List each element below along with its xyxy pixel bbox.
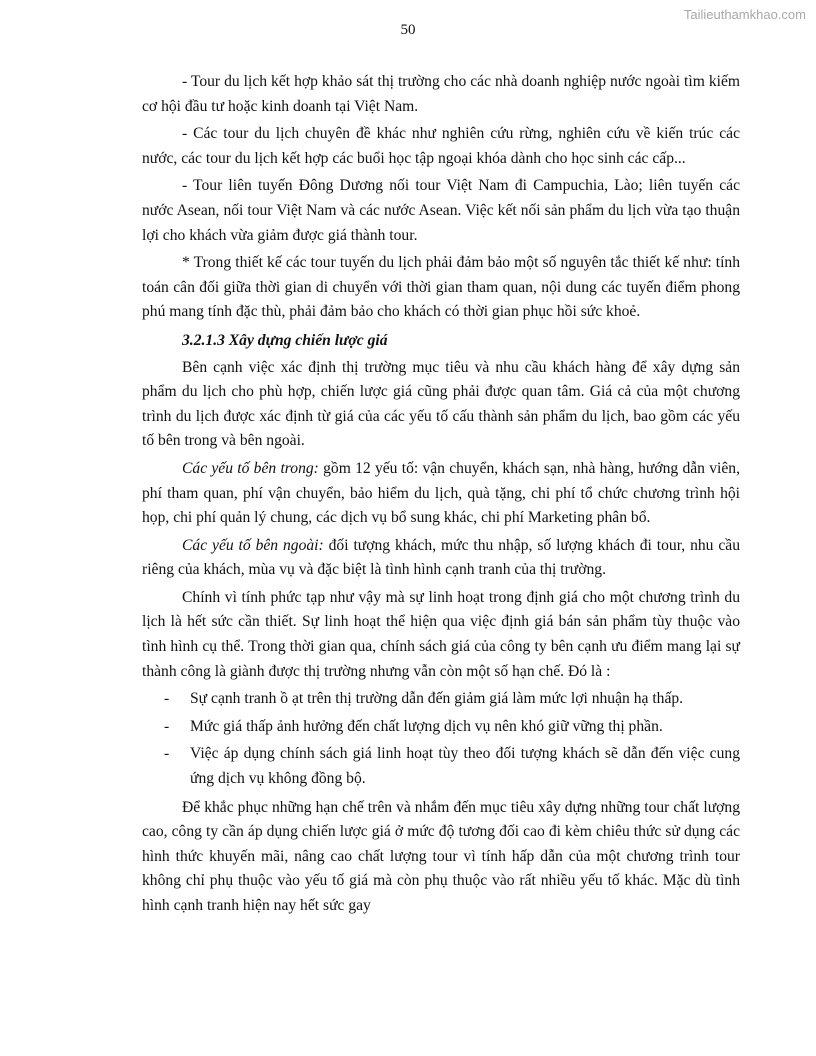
list-item (142, 742, 740, 791)
document-body (142, 70, 740, 922)
list-item-text: Mức giá thấp ảnh hưởng đến chất lượng dịch vụ nên khó giữ vững thị phần. (190, 717, 663, 735)
list-item (142, 715, 740, 740)
list-item-text: Việc áp dụng chính sách giá linh hoạt tùy theo đối tượng khách sẽ dẫn đến việc cung ứng dịch vụ không đồng bộ. (190, 745, 740, 788)
bullet-dash: - (164, 745, 170, 763)
paragraph-external-factors (142, 534, 740, 583)
page-number: 50 (400, 22, 416, 38)
bullet-dash: - (164, 690, 170, 708)
list-item-text: Sự cạnh tranh ồ ạt trên thị trường dẫn đến giảm giá làm mức lợi nhuận hạ thấp. (190, 690, 684, 708)
paragraph-solution: Để khắc phục những hạn chế trên và nhắm đến mục tiêu xây dựng những tour chất lượng cao, công ty cần áp dụng chiến lược giá ở mức độ tương đối cao đi kèm chiêu thức sử dụng các hình thức khuyến mãi, nâng cao chất lượng tour vì tính hấp dẫn của một chương trình tour không chỉ phụ thuộc vào yếu tố giá mà còn phụ thuộc vào rất nhiều yếu tố khác. Mặc dù tình hình cạnh tranh hiện nay hết sức gay (142, 798, 740, 914)
bullet-dash: - (164, 717, 170, 735)
paragraph-market-survey-tour: - Tour du lịch kết hợp khảo sát thị trường cho các nhà doanh nghiệp nước ngoài tìm kiếm cơ hội đầu tư hoặc kinh doanh tại Việt Nam. (142, 73, 740, 115)
paragraph-pricing-flexibility: Chính vì tính phức tạp như vậy mà sự linh hoạt trong định giá cho một chương trình du lịch là hết sức cần thiết. Sự linh hoạt thể hiện qua việc định giá bán sản phẩm tùy thuộc vào tình hình cụ thể. Trong thời gian qua, chính sách giá của công ty bên cạnh ưu điểm mang lại sự thành công là giành được thị trường nhưng vẫn còn một số hạn chế. Đó là : (142, 588, 740, 680)
paragraph-design-principles: * Trong thiết kế các tour tuyến du lịch phải đảm bảo một số nguyên tắc thiết kế như: tính toán cân đối giữa thời gian di chuyển với thời gian tham quan, nội dung các tuyến điểm phong phú mang tính đặc thù, phải đảm bảo cho khách có thời gian phục hồi sức khoẻ. (142, 254, 740, 321)
internal-factors-lead: Các yếu tố bên trong: (182, 459, 319, 477)
watermark: Tailieuthamkhao.com (683, 7, 806, 22)
paragraph-pricing-intro: Bên cạnh việc xác định thị trường mục tiêu và nhu cầu khách hàng để xây dựng sản phẩm du lịch cho phù hợp, chiến lược giá cũng phải được quan tâm. Giá cả của một chương trình du lịch được xác định từ giá của các yếu tố cấu thành sản phẩm du lịch, bao gồm các yếu tố bên trong và bên ngoài. (142, 358, 740, 450)
paragraph-internal-factors (142, 457, 740, 531)
section-heading: 3.2.1.3 Xây dựng chiến lược giá (182, 331, 388, 349)
external-factors-text: đối tượng khách, mức thu nhập, số lượng khách đi tour, nhu cầu riêng của khách, mùa vụ và đặc biệt là tình hình cạnh tranh của thị trường. (142, 536, 740, 579)
internal-factors-text: gồm 12 yếu tố: vận chuyển, khách sạn, nhà hàng, hướng dẫn viên, phí tham quan, phí vận chuyển, bảo hiểm du lịch, quà tặng, chi phí tổ chức chương trình hội họp, chi phí quản lý chung, các dịch vụ bổ sung khác, chi phí Marketing phân bổ. (142, 459, 740, 527)
external-factors-lead: Các yếu tố bên ngoài: (182, 536, 324, 554)
list-item (142, 687, 740, 712)
limitations-list (142, 687, 740, 791)
paragraph-thematic-tours: - Các tour du lịch chuyên đề khác như nghiên cứu rừng, nghiên cứu về kiến trúc các nước, các tour du lịch kết hợp các buổi học tập ngoại khóa dành cho học sinh các cấp... (142, 125, 740, 167)
paragraph-indochina-tours: - Tour liên tuyến Đông Dương nối tour Việt Nam đi Campuchia, Lào; liên tuyến các nước Asean, nối tour Việt Nam và các nước Asean. Việc kết nối sản phẩm du lịch vừa tạo thuận lợi cho khách vừa giảm được giá thành tour. (142, 177, 740, 244)
